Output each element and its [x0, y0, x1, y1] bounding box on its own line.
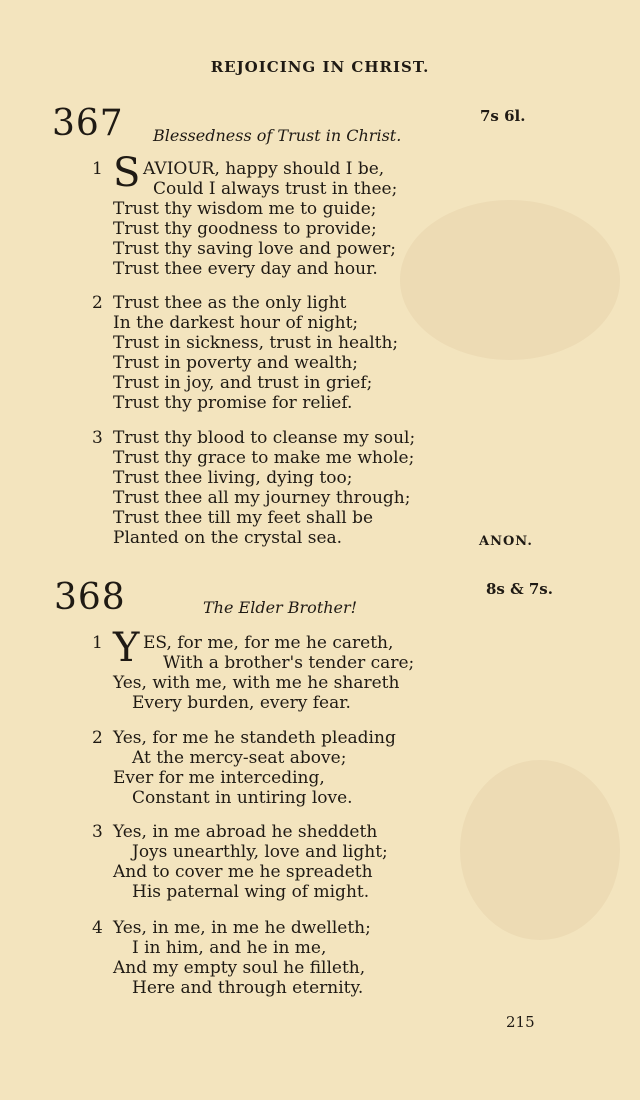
verse-line: Planted on the crystal sea. [113, 528, 343, 548]
verse-number: 3 [92, 428, 103, 448]
hymn-meter: 7s 6l. [480, 107, 526, 125]
verse-line: Yes, in me, in me he dwelleth; [113, 918, 371, 938]
verse-line: Trust in poverty and wealth; [113, 353, 358, 373]
verse-number: 4 [92, 918, 103, 938]
verse-line: Trust thy blood to cleanse my soul; [113, 428, 416, 448]
hymn-title: Blessedness of Trust in Christ. [153, 126, 402, 145]
verse-line: Every burden, every fear. [132, 693, 351, 713]
verse-line: Joys unearthly, love and light; [132, 842, 388, 862]
verse-line: I in him, and he in me, [132, 938, 327, 958]
verse-line: Trust thy promise for relief. [113, 393, 353, 413]
verse-line: Trust thy grace to make me whole; [113, 448, 415, 468]
paper-stain [400, 200, 620, 360]
verse-line: Trust thy goodness to provide; [113, 219, 377, 239]
verse-line: Ever for me interceding, [113, 768, 325, 788]
verse-line: Trust in joy, and trust in grief; [113, 373, 373, 393]
verse-number: 2 [92, 293, 103, 313]
verse-line: Yes, with me, with me he shareth [113, 673, 400, 693]
verse-line: At the mercy-seat above; [132, 748, 347, 768]
hymn-title: The Elder Brother! [203, 598, 358, 617]
verse-line: Trust thy wisdom me to guide; [113, 199, 377, 219]
verse-line: ES, for me, for me he careth, [143, 633, 394, 653]
verse-line: Yes, for me he standeth pleading [113, 728, 396, 748]
verse-line: Trust thee every day and hour. [113, 259, 378, 279]
hymn-number: 368 [54, 577, 126, 618]
verse-line: Yes, in me abroad he sheddeth [113, 822, 378, 842]
verse-number: 1 [92, 633, 103, 653]
verse-line: Trust thee all my journey through; [113, 488, 411, 508]
page-number: 215 [506, 1013, 535, 1031]
drop-cap: S [113, 150, 141, 196]
verse-line: Trust thee till my feet shall be [113, 508, 374, 528]
verse-line: Could I always trust in thee; [153, 179, 398, 199]
verse-number: 3 [92, 822, 103, 842]
drop-cap: Y [113, 625, 140, 671]
verse-line: Trust thee living, dying too; [113, 468, 353, 488]
verse-line: Trust thee as the only light [113, 293, 347, 313]
verse-line: Trust in sickness, trust in health; [113, 333, 399, 353]
verse-number: 1 [92, 159, 103, 179]
verse-line: With a brother's tender care; [163, 653, 415, 673]
verse-line: His paternal wing of might. [132, 882, 370, 902]
verse-line: And my empty soul he filleth, [113, 958, 366, 978]
verse-number: 2 [92, 728, 103, 748]
hymn-meter: 8s & 7s. [486, 580, 553, 598]
verse-line: Constant in untiring love. [132, 788, 353, 808]
verse-line: In the darkest hour of night; [113, 313, 359, 333]
running-head: REJOICING IN CHRIST. [210, 58, 430, 76]
hymn-number: 367 [52, 103, 124, 144]
hymn-author: ANON. [479, 534, 533, 549]
verse-line: Trust thy saving love and power; [113, 239, 396, 259]
verse-line: Here and through eternity. [132, 978, 364, 998]
verse-line: And to cover me he spreadeth [113, 862, 373, 882]
paper-stain [460, 760, 620, 940]
verse-line: AVIOUR, happy should I be, [143, 159, 385, 179]
